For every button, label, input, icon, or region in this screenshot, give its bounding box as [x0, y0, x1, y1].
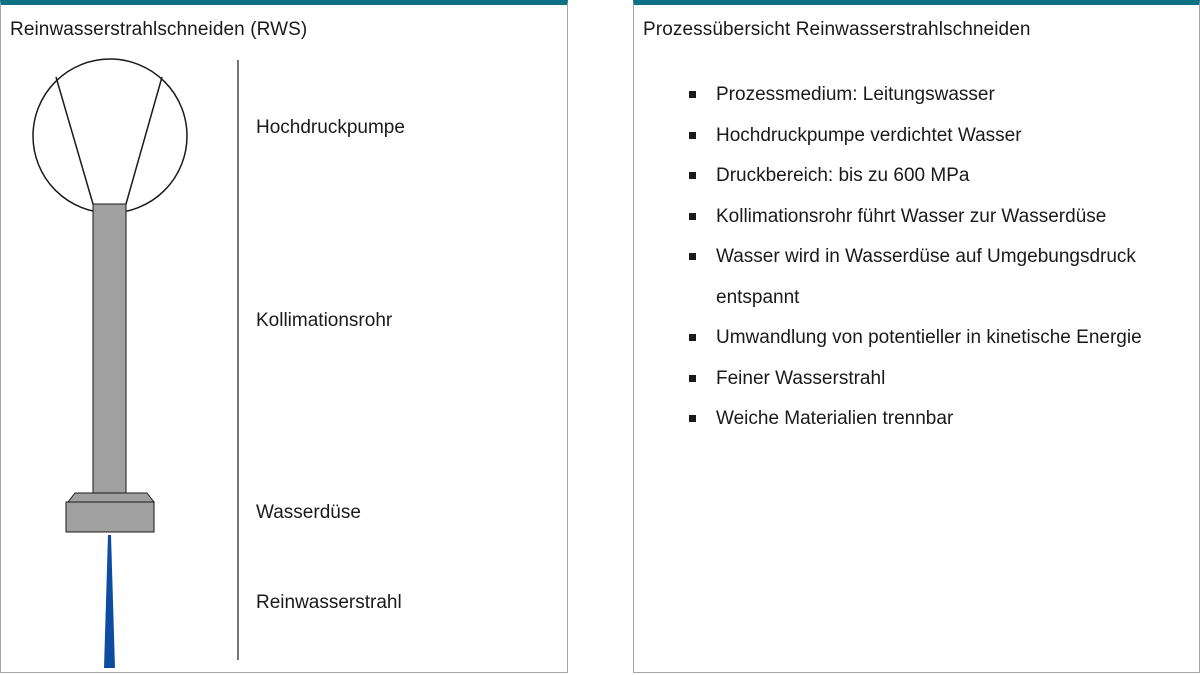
list-item	[634, 399, 1194, 440]
nozzle-label: Wasserdüse	[256, 502, 361, 523]
right-panel-title: Prozessübersicht Reinwasserstrahlschneiden	[643, 19, 1031, 40]
list-item	[634, 318, 1194, 359]
waterjet-diagram	[1, 5, 567, 673]
list-item	[634, 197, 1194, 238]
right-panel	[633, 0, 1200, 673]
list-item-text: Weiche Materialien trennbar	[716, 408, 954, 429]
list-item	[634, 237, 1194, 318]
list-item-text: Prozessmedium: Leitungswasser	[716, 84, 995, 105]
list-item	[634, 75, 1194, 116]
bullet-square-icon	[689, 253, 696, 260]
list-item-text: Feiner Wasserstrahl	[716, 367, 886, 389]
bullet-square-icon	[689, 415, 696, 422]
list-item	[634, 156, 1194, 197]
nozzle-shape	[66, 493, 154, 532]
left-panel	[0, 0, 568, 673]
list-item-text: Druckbereich: bis zu 600 MPa	[716, 165, 970, 186]
tube-label: Kollimationsrohr	[256, 310, 393, 331]
list-item-text: Kollimationsrohr führt Wasser zur Wasserdüse	[716, 205, 1107, 227]
process-overview-list	[634, 75, 1194, 440]
bullet-square-icon	[689, 172, 696, 179]
collimation-tube-shape	[93, 204, 126, 493]
list-item	[634, 116, 1194, 157]
left-panel-title: Reinwasserstrahlschneiden (RWS)	[10, 19, 308, 40]
pump-label: Hochdruckpumpe	[256, 117, 405, 138]
list-item-text: Hochdruckpumpe verdichtet Wasser	[716, 124, 1022, 146]
bullet-square-icon	[689, 91, 696, 98]
list-item-text: Wasser wird in Wasserdüse auf Umgebungsdruck entspannt	[716, 246, 1136, 308]
bullet-square-icon	[689, 334, 696, 341]
bullet-square-icon	[689, 132, 696, 139]
list-item-text: Umwandlung von potentieller in kinetische Energie	[716, 327, 1142, 348]
bullet-square-icon	[689, 213, 696, 220]
water-jet-shape	[104, 535, 115, 668]
jet-label: Reinwasserstrahl	[256, 592, 402, 613]
pump-shape	[33, 59, 187, 213]
list-item	[634, 359, 1194, 400]
bullet-square-icon	[689, 375, 696, 382]
